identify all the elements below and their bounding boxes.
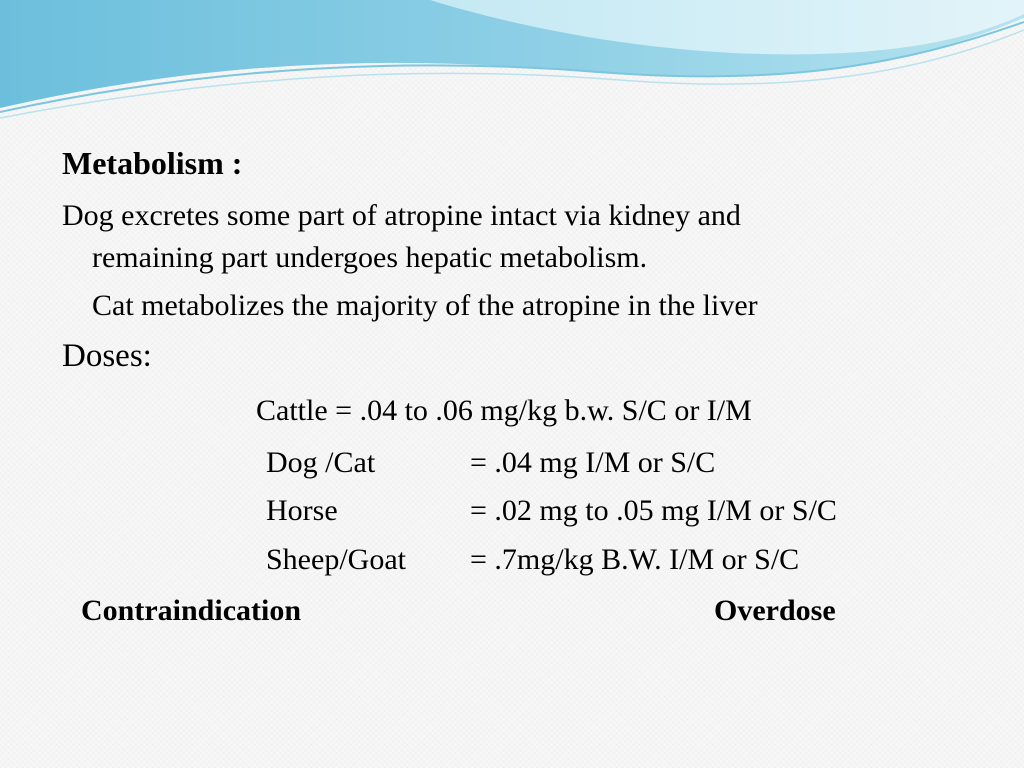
metabolism-heading: Metabolism : — [62, 145, 243, 181]
cattle-dose-line: Cattle = .04 to .06 mg/kg b.w. S/C or I/M — [256, 394, 752, 427]
overdose-label: Overdose — [714, 594, 836, 627]
doses-heading: Doses: — [62, 338, 152, 374]
dose-species-horse: Horse — [266, 494, 338, 527]
contraindication-label: Contraindication — [81, 594, 302, 627]
header-wave-decoration — [0, 0, 1024, 130]
dose-value-sheep-goat: = .7mg/kg B.W. I/M or S/C — [470, 543, 800, 576]
dose-value-horse: = .02 mg to .05 mg I/M or S/C — [470, 494, 837, 527]
metabolism-paragraph-line1: Dog excretes some part of atropine intact via kidney and — [62, 199, 741, 232]
dose-value-dog-cat: = .04 mg I/M or S/C — [470, 446, 716, 479]
dose-species-sheep-goat: Sheep/Goat — [266, 543, 406, 576]
dose-species-dog-cat: Dog /Cat — [266, 446, 376, 479]
metabolism-paragraph-line3: Cat metabolizes the majority of the atropine in the liver — [92, 289, 758, 322]
metabolism-paragraph-line2: remaining part undergoes hepatic metabolism. — [92, 241, 648, 274]
